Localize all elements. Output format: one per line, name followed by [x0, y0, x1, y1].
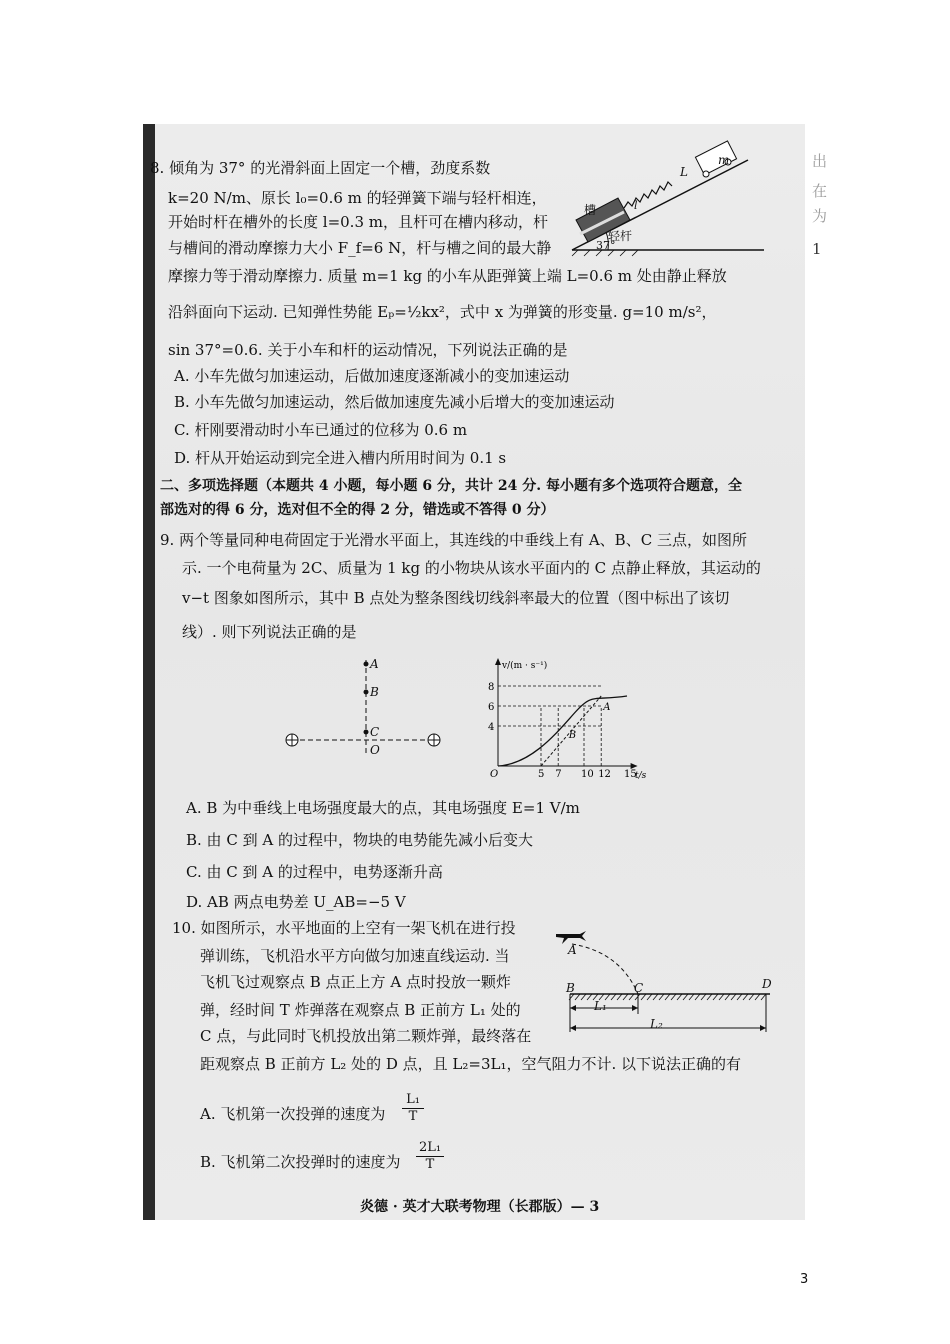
q9-option: B. 由 C 到 A 的过程中，物块的电势能先减小后变大	[186, 831, 533, 849]
bleed-text: 出	[812, 152, 828, 170]
fraction-a	[402, 1092, 424, 1125]
l1-label: L₁	[594, 999, 607, 1013]
q10-line: 飞机飞过观察点 B 点正上方 A 点时投放一颗炸	[200, 973, 511, 991]
x-tick-label: 15	[624, 769, 637, 780]
q10-line: C 点，与此同时飞机投放出第二颗炸弹，最终落在	[200, 1027, 532, 1045]
slot-label: 槽	[584, 203, 597, 217]
y-tick-label: 8	[488, 682, 495, 693]
x-tick-label: 7	[555, 769, 562, 780]
origin-label: O	[490, 769, 499, 780]
point-b-label: B	[566, 981, 575, 995]
y-tick-label: 6	[488, 702, 495, 713]
q8-line: sin 37°=0.6. 关于小车和杆的运动情况，下列说法正确的是	[168, 341, 568, 359]
fraction-numerator: L₁	[402, 1092, 424, 1109]
x-tick-label: 5	[538, 769, 545, 780]
point-b-label: B	[370, 685, 379, 699]
x-tick-label: 12	[598, 769, 611, 780]
q9-line: 示. 一个电荷量为 2C、质量为 1 kg 的小物块从该水平面内的 C 点静止释放，其运动的	[182, 559, 761, 577]
q10-line: 10. 如图所示，水平地面的上空有一架飞机在进行投	[172, 919, 516, 937]
bleed-text: 1	[812, 240, 822, 258]
fraction-numerator: 2L₁	[416, 1140, 444, 1157]
cart-label: m	[718, 153, 730, 167]
l2-label: L₂	[650, 1017, 663, 1031]
l-label: l	[634, 199, 638, 212]
fraction-b	[416, 1140, 444, 1173]
page-footer: 炎德 · 英才大联考物理（长郡版）— 3	[360, 1199, 600, 1215]
section-heading: 部选对的得 6 分，选对但不全的得 2 分，错选或不答得 0 分）	[160, 502, 555, 518]
bleed-text: 在	[812, 182, 828, 200]
point-c-label: C	[634, 981, 644, 995]
vt-chart	[470, 650, 670, 790]
q10-option-a: A. 飞机第一次投弹的速度为	[200, 1105, 386, 1123]
q9-option: A. B 为中垂线上电场强度最大的点，其电场强度 E=1 V/m	[186, 799, 580, 817]
q8-option: A. 小车先做匀加速运动，后做加速度逐渐减小的变加速运动	[174, 367, 570, 385]
origin-o-label: O	[370, 743, 380, 757]
q8-line: 沿斜面向下运动. 已知弹性势能 Eₚ=½kx²，式中 x 为弹簧的形变量. g=10 m/s²，	[168, 303, 717, 321]
q8-line: 8. 倾角为 37° 的光滑斜面上固定一个槽，劲度系数	[150, 159, 491, 177]
q8-line: k=20 N/m、原长 l₀=0.6 m 的轻弹簧下端与轻杆相连，	[168, 189, 547, 207]
q8-option: B. 小车先做匀加速运动，然后做加速度先减小后增大的变加速运动	[174, 393, 615, 411]
q8-option: D. 杆从开始运动到完全进入槽内所用时间为 0.1 s	[174, 449, 507, 467]
point-d-label: D	[762, 977, 772, 991]
q9-line: 线）. 则下列说法正确的是	[182, 623, 357, 641]
fraction-denominator: T	[425, 1157, 435, 1172]
x-tick-label: 10	[581, 769, 594, 780]
q10-line: 弹，经时间 T 炸弹落在观察点 B 正前方 L₁ 处的	[200, 1001, 521, 1019]
point-a-label: A	[370, 657, 379, 671]
q10-line: 距观察点 B 正前方 L₂ 处的 D 点，且 L₂=3L₁，空气阻力不计. 以下说法正确的有	[200, 1055, 741, 1073]
section-heading: 二、多项选择题（本题共 4 小题，每小题 6 分，共计 24 分. 每小题有多个选项符合题意，全	[160, 478, 742, 494]
point-c-label: C	[370, 725, 380, 739]
page-number: 3	[800, 1272, 809, 1287]
charge-figure	[280, 650, 450, 770]
q8-line: 开始时杆在槽外的长度 l=0.3 m，且杆可在槽内移动，杆	[168, 213, 548, 231]
rod-label: 轻杆	[608, 229, 633, 243]
q8-line: 摩擦力等于滑动摩擦力. 质量 m=1 kg 的小车从距弹簧上端 L=0.6 m 处由静止释放	[168, 267, 727, 285]
q9-line: v−t 图象如图所示，其中 B 点处为整条图线切线斜率最大的位置（图中标出了该切	[182, 589, 730, 607]
y-tick-label: 4	[488, 722, 495, 733]
bombing-figure	[550, 924, 780, 1034]
q8-line: 与槽间的滑动摩擦力大小 F_f=6 N，杆与槽之间的最大静	[168, 239, 552, 257]
q8-option: C. 杆刚要滑动时小车已通过的位移为 0.6 m	[174, 421, 468, 439]
q9-line: 9. 两个等量同种电荷固定于光滑水平面上，其连线的中垂线上有 A、B、C 三点，如图所	[160, 531, 747, 549]
point-a-label: A	[603, 702, 611, 713]
point-a-label: A	[568, 943, 577, 957]
q9-option: D. AB 两点电势差 U_AB=−5 V	[186, 893, 406, 911]
L-label: L	[680, 165, 688, 179]
x-axis-label: t/s	[635, 771, 647, 781]
bleed-text: 为	[812, 207, 828, 225]
angle-label: 37°	[596, 239, 616, 252]
y-axis-label: v/(m · s⁻¹)	[502, 661, 548, 671]
q10-option-b: B. 飞机第二次投弹时的速度为	[200, 1153, 401, 1171]
point-b-label: B	[568, 730, 577, 741]
y-axis-arrow	[495, 658, 501, 665]
fraction-denominator: T	[408, 1109, 418, 1124]
q10-line: 弹训练，飞机沿水平方向做匀加速直线运动. 当	[200, 947, 510, 965]
q9-option: C. 由 C 到 A 的过程中，电势逐渐升高	[186, 863, 443, 881]
scan-edge	[143, 124, 155, 1220]
